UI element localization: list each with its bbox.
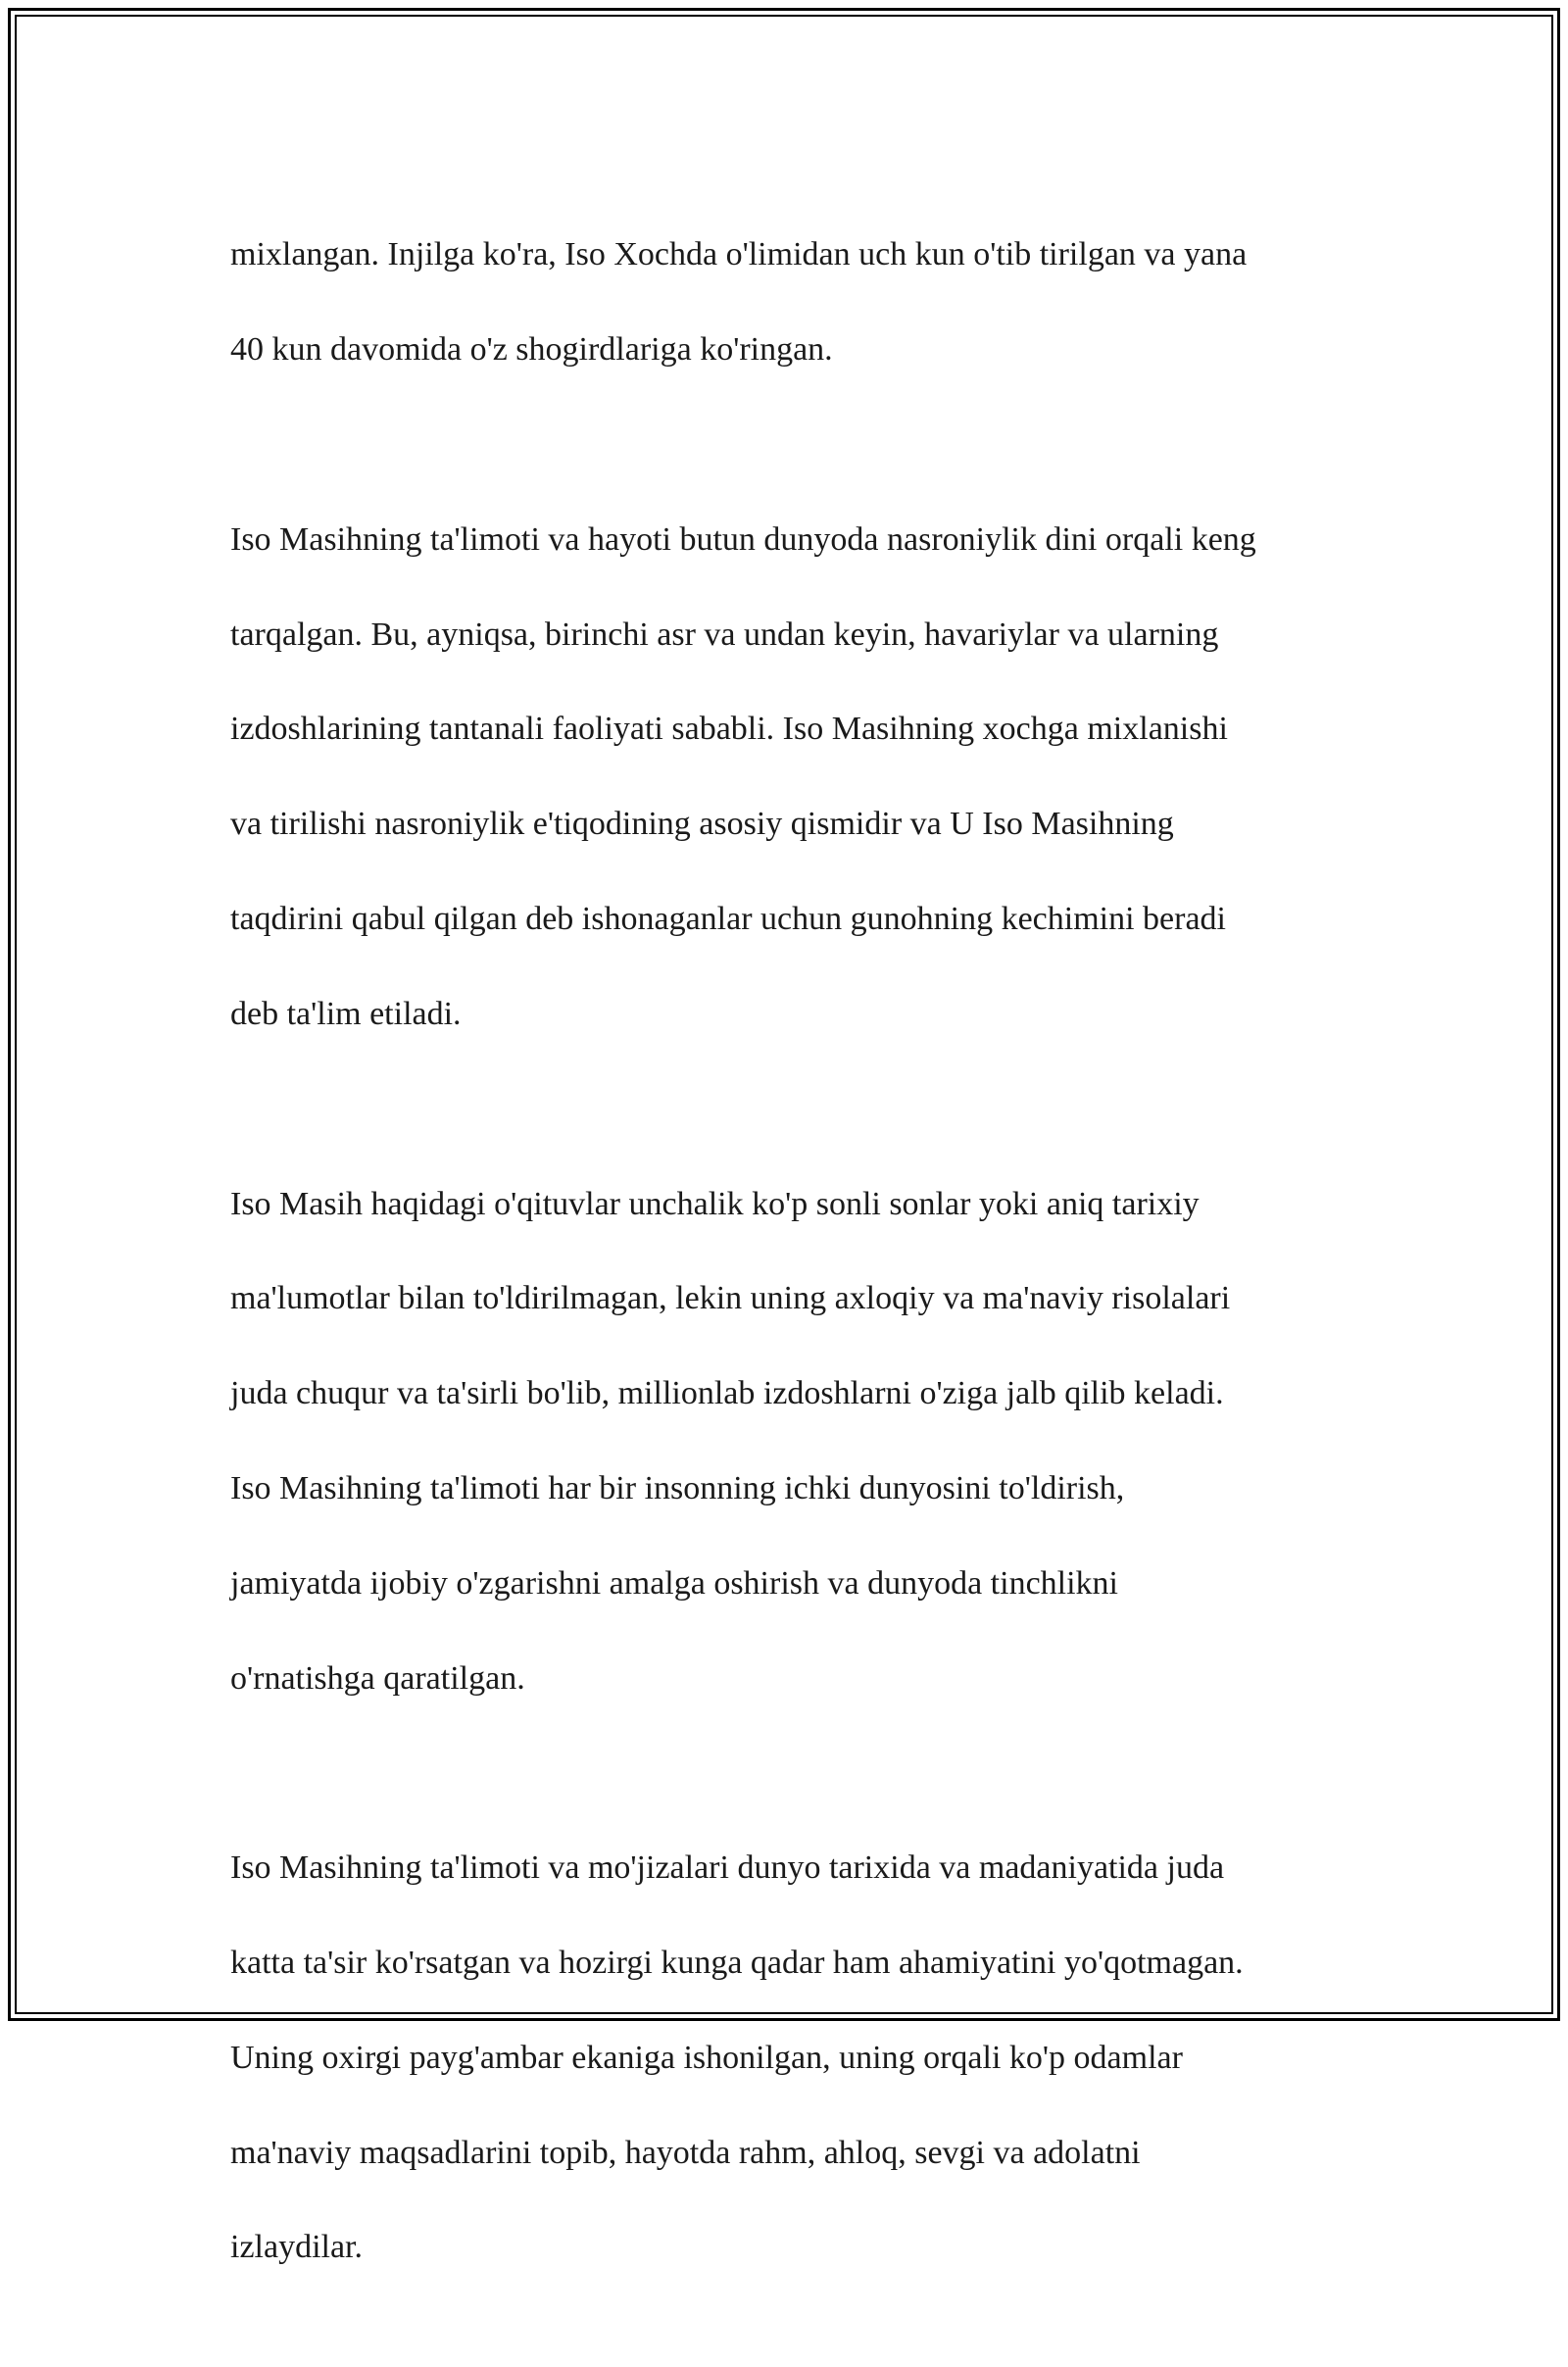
text-line: izlaydilar. <box>230 2229 364 2266</box>
text-line: mixlangan. Injilga ko'ra, Iso Xochda o'limidan uch kun o'tib tirilgan va yana <box>230 236 1248 273</box>
text-line: Iso Masihning ta'limoti va hayoti butun dunyoda nasroniylik dini orqali keng <box>230 520 1256 558</box>
paragraph-3 <box>230 1133 1348 1750</box>
paragraph-1 <box>230 184 1348 421</box>
text-line: deb ta'lim etiladi. <box>230 995 462 1032</box>
text-line: Uning oxirgi payg'ambar ekaniga ishonilgan, uning orqali ko'p odamlar <box>230 2039 1183 2076</box>
text-line: va tirilishi nasroniylik e'tiqodining asosiy qismidir va U Iso Masihning <box>230 806 1174 843</box>
text-line: taqdirini qabul qilgan deb ishonaganlar uchun gunohning kechimini beradi <box>230 901 1226 938</box>
text-line: 40 kun davomida o'z shogirdlariga ko'ringan. <box>230 331 833 369</box>
text-line: Iso Masih haqidagi o'qituvlar unchalik ko'p sonli sonlar yoki aniq tarixiy <box>230 1185 1200 1222</box>
text-line: o'rnatishga qaratilgan. <box>230 1659 525 1697</box>
text-line: Iso Masihning ta'limoti va mo'jizalari dunyo tarixida va madaniyatida juda <box>230 1849 1225 1887</box>
text-line: tarqalgan. Bu, ayniqsa, birinchi asr va undan keyin, havariylar va ularning <box>230 616 1219 653</box>
text-line: Iso Masihning ta'limoti har bir insonning ichki dunyosini to'ldirish, <box>230 1469 1125 1506</box>
paragraph-4 <box>230 1798 1348 2319</box>
text-line: juda chuqur va ta'sirli bo'lib, millionlab izdoshlarni o'ziga jalb qilib keladi. <box>230 1375 1224 1412</box>
text-line: izdoshlarining tantanali faoliyati sababli. Iso Masihning xochga mixlanishi <box>230 711 1228 748</box>
text-line: katta ta'sir ko'rsatgan va hozirgi kunga qadar ham ahamiyatini yo'qotmagan. <box>230 1944 1244 1981</box>
paragraph-2 <box>230 468 1348 1085</box>
text-line: ma'naviy maqsadlarini topib, hayotda rahm, ahloq, sevgi va adolatni <box>230 2134 1141 2171</box>
text-line: ma'lumotlar bilan to'ldirilmagan, lekin uning axloqiy va ma'naviy risolalari <box>230 1280 1231 1317</box>
document-body <box>230 184 1348 2367</box>
text-line: jamiyatda ijobiy o'zgarishni amalga oshirish va dunyoda tinchlikni <box>230 1564 1118 1602</box>
